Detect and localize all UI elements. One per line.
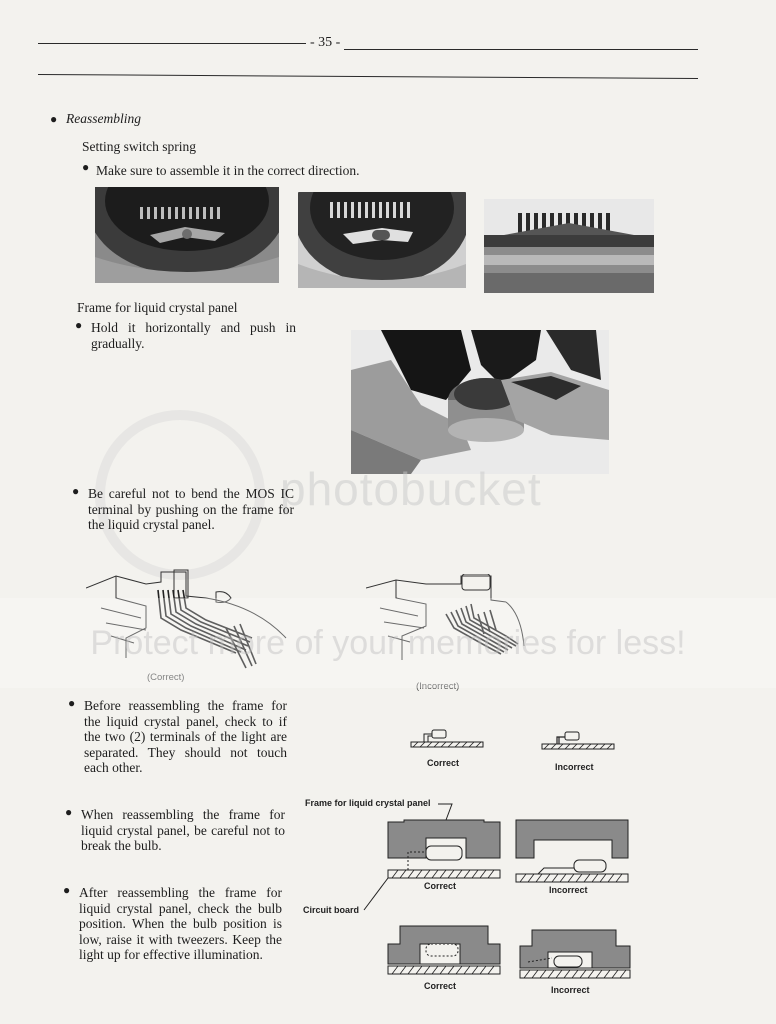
- circuit-board-leader: [362, 874, 392, 914]
- switch-spring-heading: Setting switch spring: [82, 139, 196, 154]
- bulb-incorrect-label-2: Incorrect: [551, 985, 590, 995]
- bulb-incorrect-diagram-2: [518, 926, 634, 982]
- page-number: - 35 -: [306, 35, 344, 51]
- bulb-position-text: After reassembling the frame for liquid crystal panel, check the bulb position. When the bulb position is low, raise it with tweezers. Keep the light up for effective illumination.: [79, 885, 282, 962]
- bulb-note-bullet: ●: [65, 805, 73, 819]
- terminal-correct-caption: (Correct): [147, 672, 185, 683]
- switch-spring-text: Make sure to assemble it in the correct direction.: [96, 163, 360, 178]
- watermark-logo: photobucket: [280, 463, 542, 515]
- bulb-correct-label-1: Correct: [424, 881, 457, 891]
- terminals-note-text: Before reassembling the frame for the liquid crystal panel, check to if the two (2) terminals of the light are separated. They should not touch each other.: [84, 698, 287, 775]
- bulb-correct-diagram-1: [386, 818, 502, 880]
- section-bullet: ●: [50, 112, 58, 126]
- bulb-correct-diagram-2: [386, 922, 502, 978]
- circuit-board-label: Circuit board: [303, 905, 360, 915]
- bulb-position-bullet: ●: [63, 883, 71, 897]
- terminals-correct-drawing: [410, 726, 484, 750]
- header-rule-bottom: [38, 74, 698, 79]
- mos-warning-text: Be careful not to bend the MOS IC terminal by pushing on the frame for the liquid crystal panel.: [88, 486, 294, 532]
- terminals-correct-label: Correct: [427, 758, 460, 768]
- frame-panel-heading: Frame for liquid crystal panel: [77, 300, 238, 315]
- terminals-incorrect-drawing: [541, 728, 615, 752]
- header-rule-top-right: [344, 49, 698, 50]
- bulb-correct-label-2: Correct: [424, 981, 457, 991]
- terminal-incorrect-caption: (Incorrect): [416, 681, 460, 692]
- frame-panel-text: Hold it horizontally and push in gradually.: [91, 320, 296, 351]
- frame-label: Frame for liquid crystal panel: [305, 798, 431, 808]
- switch-spring-photo-2: [298, 192, 466, 288]
- bulb-note-text: When reassembling the frame for liquid crystal panel, be careful not to break the bulb.: [81, 807, 285, 853]
- bulb-incorrect-label-1: Incorrect: [549, 885, 588, 895]
- mos-warning-bullet: ●: [72, 484, 80, 498]
- terminals-incorrect-label: Incorrect: [555, 762, 594, 772]
- watermark-banner: Protect more of your memories for less!: [0, 598, 776, 688]
- switch-spring-photo-1: [95, 187, 279, 283]
- switch-spring-photo-3: [484, 199, 654, 293]
- switch-spring-bullet: ●: [82, 160, 90, 174]
- frame-panel-bullet: ●: [75, 318, 83, 332]
- section-title: Reassembling: [66, 111, 141, 126]
- terminals-note-bullet: ●: [68, 696, 76, 710]
- bulb-incorrect-diagram-1: [514, 818, 630, 884]
- frame-panel-photo: [351, 330, 609, 474]
- header-rule-top-left: [38, 43, 308, 44]
